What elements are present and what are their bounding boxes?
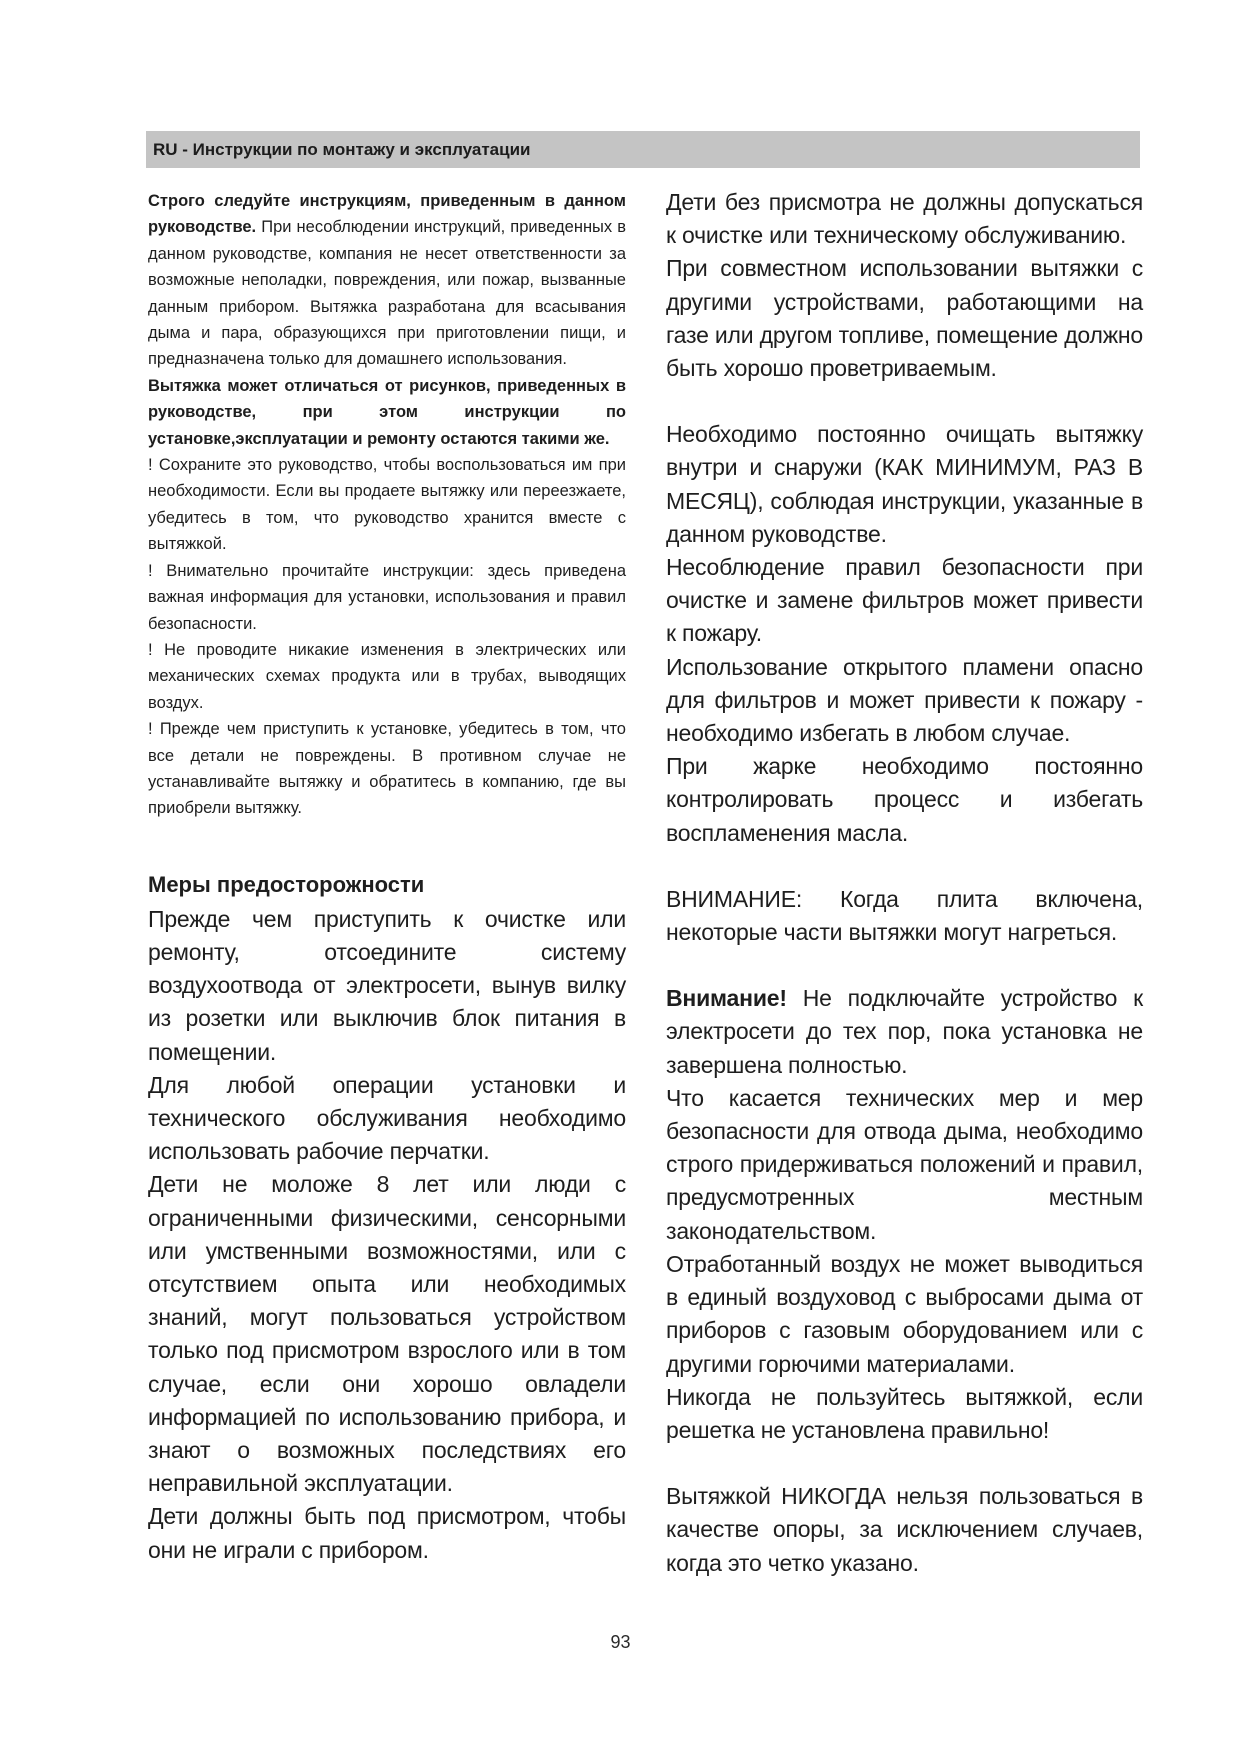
safety-paragraph: Для любой операции установки и технического обслуживания необходимо использовать рабочие перчатки.	[148, 1071, 626, 1165]
safety-paragraph: Прежде чем приступить к очистке или ремонту, отсоедините систему воздухоотвода от электросети, вынув вилку из розетки или выключив блок питания в помещении.	[148, 905, 626, 1065]
warning-item: ! Внимательно прочитайте инструкции: здесь приведена важная информация для установки, использования и правил безопасности.	[148, 561, 626, 633]
page-number: 93	[610, 1632, 631, 1652]
safety-paragraph: Дети не моложе 8 лет или люди с ограниченными физическими, сенсорными или умственными возможностями, или с отсутствием опыта или необходимых знаний, могут пользоваться устройством только под присмотром взрослого или в том случае, если они хорошо овладели информацией по использованию прибора, и знают о возможных последствиях его неправильной эксплуатации.	[148, 1171, 626, 1497]
intro-text: При несоблюдении инструкций, приведенных в данном руководстве, компания не несет ответственности за возможные неполадки, повреждения, или пожар, вызванные данным прибором. Вытяжка разработана для всасывания дыма и пара, образующихся при приготовлении пищи, и предназначена только для домашнего использования.	[148, 218, 626, 369]
header-title: RU - Инструкции по монтажу и эксплуатации	[153, 140, 531, 159]
safety-paragraph: Отработанный воздух не может выводиться в единый воздуховод с выбросами дыма от приборов с газовым оборудованием или с другими горючими материалами.	[666, 1250, 1143, 1377]
safety-paragraph: При жарке необходимо постоянно контролировать процесс и избегать воспламенения масла.	[666, 753, 1143, 846]
safety-paragraph: Никогда не пользуйтесь вытяжкой, если решетка не установлена правильно!	[666, 1383, 1143, 1443]
warning-paragraph	[666, 982, 1143, 1082]
warning-item: ! Прежде чем приступить к установке, убедитесь в том, что все детали не повреждены. В противном случае не устанавливайте вытяжку и обратитесь в компанию, где вы приобрели вытяжку.	[148, 720, 626, 818]
attention-paragraph: ВНИМАНИЕ: Когда плита включена, некоторые части вытяжки могут нагреться.	[666, 885, 1143, 946]
design-note: Вытяжка может отличаться от рисунков, приведенных в руководстве, при этом инструкции по установке,эксплуатации и ремонту остаются такими же.	[148, 376, 626, 448]
section-header-bar	[146, 131, 1140, 168]
safety-paragraph: При совместном использовании вытяжки с другими устройствами, работающими на газе или другом топливе, помещение должно быть хорошо проветриваемым.	[666, 255, 1143, 382]
safety-paragraph: Необходимо постоянно очищать вытяжку внутри и снаружи (КАК МИНИМУМ, РАЗ В МЕСЯЦ), соблюдая инструкции, указанные в данном руководстве.	[666, 421, 1143, 547]
left-column	[148, 188, 626, 1567]
warning-text: Не подключайте устройство к электросети до тех пор, пока установка не завершена полностью.	[666, 985, 1143, 1078]
right-column	[666, 186, 1143, 1580]
safety-paragraph: Дети должны быть под присмотром, чтобы они не играли с прибором.	[148, 1503, 626, 1563]
final-paragraph: Вытяжкой НИКОГДА нельзя пользоваться в качестве опоры, за исключением случаев, когда это четко указано.	[666, 1483, 1143, 1576]
intro-bold: Строго следуйте инструкциям, приведенным в данном руководстве.	[148, 192, 626, 237]
safety-paragraph: Несоблюдение правил безопасности при очистке и замене фильтров может привести к пожару.	[666, 554, 1143, 647]
warning-label: Внимание!	[666, 985, 787, 1012]
section-title: Меры предосторожности	[148, 871, 425, 897]
warning-item: ! Не проводите никакие изменения в электрических или механических схемах продукта или в трубах, выводящих воздух.	[148, 640, 626, 712]
safety-paragraph: Использование открытого пламени опасно для фильтров и может привести к пожару - необходимо избегать в любом случае.	[666, 653, 1143, 747]
safety-paragraph: Дети без присмотра не должны допускаться к очистке или техническому обслуживанию.	[666, 189, 1143, 249]
intro-paragraph	[148, 188, 626, 373]
safety-paragraph: Что касается технических мер и мер безопасности для отвода дыма, необходимо строго придерживаться положений и правил, предусмотренных местным законодательством.	[666, 1084, 1143, 1244]
warning-item: ! Сохраните это руководство, чтобы воспользоваться им при необходимости. Если вы продаете вытяжку или переезжаете, убедитесь в том, что руководство хранится вместе с вытяжкой.	[148, 456, 626, 554]
